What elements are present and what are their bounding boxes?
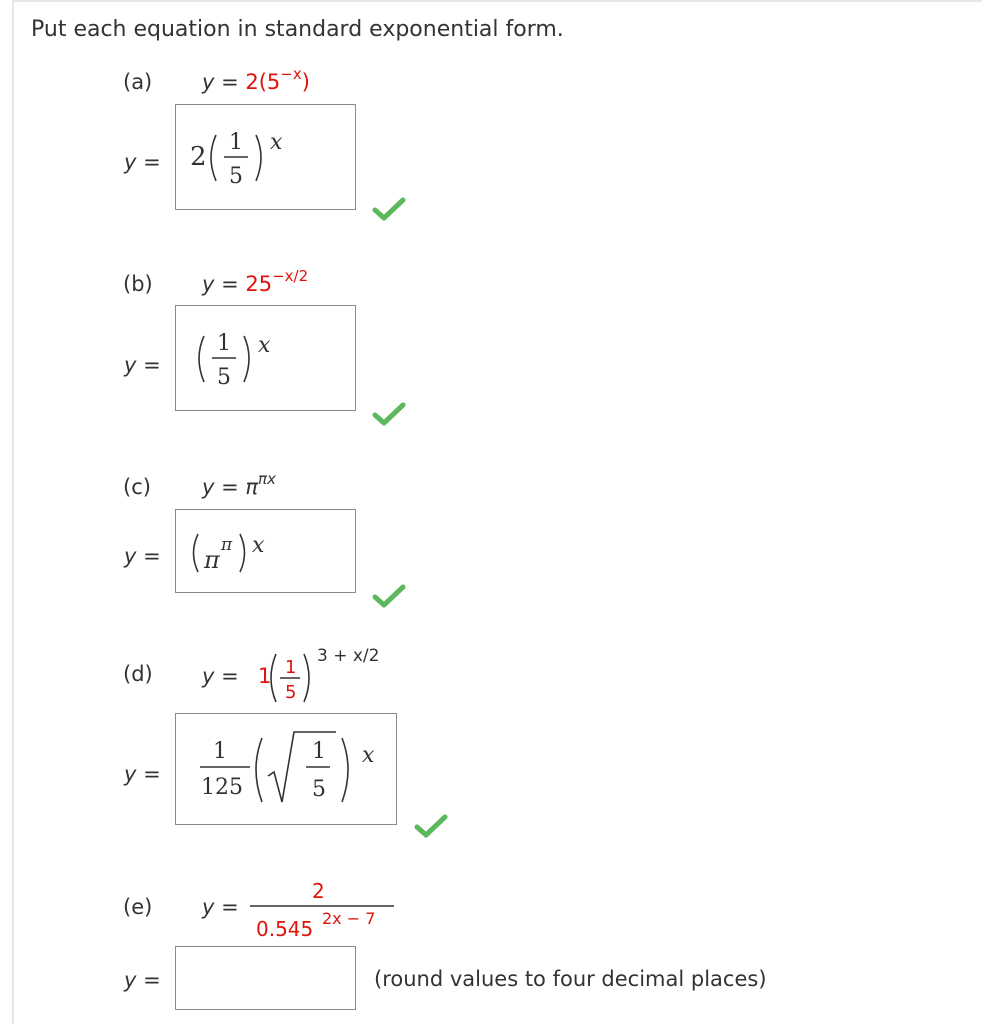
part-a-right-paren [256,135,261,181]
part-d-answer-math [176,714,395,823]
part-d-eq-den: 5 [285,682,297,703]
part-b-label: (b) [123,272,153,296]
part-a-answer-math [176,105,354,208]
part-d-equation [200,640,410,710]
frame-left-border [12,0,14,1024]
part-d-num1: 1 [213,739,227,764]
part-c-exp: x [252,533,265,558]
part-a-eq-base: 2(5 [245,70,281,94]
part-d-eq-right-paren [304,654,309,702]
part-c-eq-prefix: y = [202,475,246,499]
part-d-den2: 5 [312,777,326,802]
part-c-eq-exp: πx [258,470,276,488]
part-b-num: 1 [217,331,231,356]
part-d-y-label: y = [124,762,161,786]
part-d-num2: 1 [312,739,326,764]
part-d-exp: x [362,743,375,768]
part-c-equation [202,470,276,499]
part-b-eq-base: 25 [245,272,273,296]
part-b-answer-math [176,306,354,409]
part-b-eq-prefix: y = [202,272,246,296]
part-a-check-icon [372,196,406,222]
part-c-inner-exp: π [221,535,233,555]
part-e-rounding-note: (round values to four decimal places) [374,967,767,991]
part-e-eq-prefix: y = [202,895,239,919]
part-b-equation [202,267,309,296]
part-d-eq-num: 1 [285,657,297,678]
part-a-eq-close: ) [301,70,310,94]
part-b-right-paren [244,336,249,382]
part-e-y-label: y = [124,968,161,992]
part-e-eq-den-base: 0.545 [256,917,314,941]
part-a-y-label: y = [124,150,161,174]
part-d-check-icon [414,813,448,839]
part-b-answer-box[interactable] [175,305,356,411]
part-a-coef: 2 [190,142,207,172]
part-b-check-icon [372,401,406,427]
part-d-eq-exp: 3 + x/2 [317,646,380,666]
part-d-eq-coef: 1 [258,664,272,688]
part-d-answer-box[interactable] [175,713,397,825]
part-c-label: (c) [123,475,151,499]
part-b-exp: x [258,333,271,358]
part-b-eq-exp: −x/2 [272,267,309,285]
part-e-eq-den-exp: 2x − 7 [322,909,376,928]
part-e-label: (e) [123,895,153,919]
part-d-den1: 125 [201,775,243,800]
part-a-label: (a) [123,70,153,94]
part-d-right-paren [342,738,348,802]
question-prompt: Put each equation in standard exponential form. [31,17,564,42]
part-c-right-paren [240,534,245,572]
frame-top-border [12,0,982,2]
part-b-den: 5 [217,365,231,390]
part-e-answer-input[interactable] [175,946,356,1010]
part-b-left-paren [199,336,204,382]
part-a-exp: x [270,130,283,155]
part-a-left-paren [211,135,216,181]
part-c-eq-base: π [245,475,259,499]
part-a-equation [202,65,310,94]
part-a-answer-box[interactable] [175,104,356,210]
part-d-eq-left-paren [271,654,276,702]
part-d-left-paren [256,738,262,802]
part-e-equation [200,874,410,944]
part-a-den: 5 [229,164,243,189]
part-c-base: π [204,546,220,574]
part-a-eq-prefix: y = [202,70,246,94]
part-d-label: (d) [123,662,153,686]
part-c-check-icon [372,583,406,609]
part-c-answer-box[interactable] [175,509,356,593]
part-e-eq-num: 2 [312,879,325,903]
part-d-eq-prefix: y = [202,664,239,688]
part-b-y-label: y = [124,353,161,377]
part-c-answer-math [176,510,354,591]
part-a-eq-exp: −x [280,65,302,83]
part-a-num: 1 [229,130,243,155]
part-c-y-label: y = [124,544,161,568]
part-c-left-paren [194,534,199,572]
